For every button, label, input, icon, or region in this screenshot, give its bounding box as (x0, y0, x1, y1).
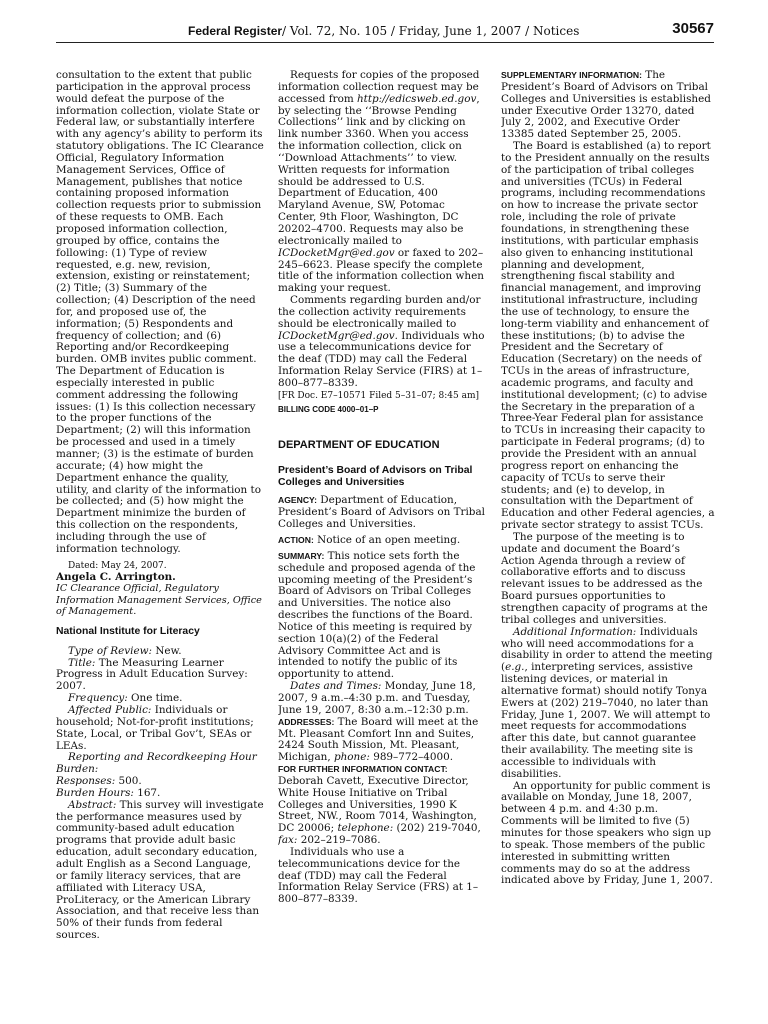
document-title: President’s Board of Advisors on Tribal Colleges and Universities (278, 465, 473, 489)
signer-name: Angela C. Arrington. (56, 570, 176, 583)
responses: Responses: 500. (56, 775, 142, 788)
comments-paragraph: Comments regarding burden and/or the collection activity requirements should be electronically mailed to ICDocketMgr@ed.gov. Individuals who use a telecommunications device for the deaf (TDD) may call the Federal Information Relay Service (FIRS) at 1–800–877–8339. (278, 294, 485, 389)
institute-heading: National Institute for Literacy (56, 625, 200, 637)
running-head (188, 22, 579, 40)
burden-hours: Burden Hours: 167. (56, 786, 161, 799)
action: ACTION: Notice of an open meeting. (278, 534, 461, 546)
billing-code: BILLING CODE 4000–01–P (278, 404, 379, 414)
journal-name: Federal Register (188, 24, 283, 38)
paragraph-public-participation: consultation to the extent that public participation in the approval process would defeat the purpose of the information collection, violate State or Federal law, or substantially interfere with any agency’s ability to perform its statutory obligations. The IC Clearance Official, Regulatory Information Management Services, Office of Management, publishes that notice containing proposed information collection requests prior to submission of these requests to OMB. Each proposed information collection, grouped by office, contains the following: (1) Type of review requested, e.g. new, revision, extension, existing or reinstatement; (2) Title; (3) Summary of the collection; (4) Description of the need for, and proposed use of, the information; (5) Respondents and frequency of collection; and (6) Reporting and/or Recordkeeping burden. OMB invites public comment. The Department of Education is especially interested in public comment addressing the following issues: (1) Is this collection necessary to the proper functions of the Department; (2) will this information be processed and used in a timely manner; (3) is the estimate of burden accurate; (4) how might the Department enhance the quality, utility, and clarity of the information to be collected; and (5) how might the Department minimize the burden of this collection on the respondents, including through the use of information technology. (56, 70, 264, 555)
requests-paragraph: Requests for copies of the proposed information collection request may be accessed from http://edicsweb.ed.gov, by selecting the ‘‘Browse Pending Collections’’ link and by clicking on link number 3360. When you access the information collection, click on ‘‘Download Attachments’’ to view. Written requests for information should be addressed to U.S. Department of Education, 400 Maryland Avenue, SW, Potomac Center, 9th Floor, Washington, DC 20202–4700. Requests may also be electronically mailed to ICDocketMgr@ed.gov or faxed to 202–245–6623. Please specify the complete title of the information collection when making your request. (278, 70, 484, 295)
additional-information: Additional Information: Individuals who will need accommodations for a disability in order to attend the meeting (e.g., interpreting services, assistive listening devices, or material in alternative format) should notify Tonya Ewers at (202) 219–7040, no later than Friday, June 1, 2007. We will attempt to meet requests for accommodations after this date, but cannot guarantee their availability. The meeting site is accessible to individuals with disabilities. (501, 625, 713, 780)
column-1 (56, 70, 264, 1020)
edicsweb-link: http://edicsweb.ed.gov (356, 92, 477, 105)
further-information-contact: FOR FURTHER INFORMATION CONTACT: Deborah Cavett, Executive Director, White House Initiative on Tribal Colleges and Universities, 1990 K Street, NW., Room 7014, Washington, DC 20006; telephone: (202) 219-7040, fax: 202–219–7086. (278, 764, 481, 847)
column-3 (501, 70, 715, 1020)
purpose-paragraph: The purpose of the meeting is to update and document the Board’s Action Agenda through a review of collaborative efforts and to discuss relevant issues to be addressed as the Board pursues opportunities to strengthen capacity of programs at the tribal colleges and universities. (501, 530, 708, 626)
collection-title: Title: The Measuring Learner Progress in Adult Education Survey: 2007. (56, 656, 248, 693)
dated-line: Dated: May 24, 2007. (68, 560, 167, 571)
issue-info: / Vol. 72, No. 105 / Friday, June 1, 2007 / Notices (282, 24, 580, 38)
public-comment-paragraph: An opportunity for public comment is available on Monday, June 18, 2007, between 4 p.m. and 4:30 p.m. Comments will be limited to five (5) minutes for those speakers who sign up to speak. Those members of the public interested in submitting written comments may do so at the address indicated above by Friday, June 1, 2007. (501, 779, 713, 887)
fr-doc-line: [FR Doc. E7–10571 Filed 5–31–07; 8:45 am] (278, 390, 480, 401)
column-2 (278, 70, 486, 1020)
docket-email-2: ICDocketMgr@ed.gov (278, 329, 395, 342)
agency: AGENCY: Department of Education, President’s Board of Advisors on Tribal Colleges and Universities. (278, 494, 485, 531)
department-heading: DEPARTMENT OF EDUCATION (278, 438, 440, 451)
abstract: Abstract: This survey will investigate the performance measures used by community-based adult education programs that provide adult basic education, adult secondary education, adult English as a Second Language, or family literacy services, that are affiliated with Literacy USA, ProLiteracy, or the American Library Association, and that receive less than 50% of their funds from federal sources. (56, 798, 264, 942)
type-of-review: Type of Review: New. (68, 644, 182, 657)
docket-email: ICDocketMgr@ed.gov (278, 246, 395, 259)
supplementary-information: SUPPLEMENTARY INFORMATION: The President’s Board of Advisors on Tribal Colleges and Universities is established under Executive Order 13270, dated July 2, 2002, and Executive Order 13385 dated September 25, 2005. (501, 70, 711, 141)
summary: SUMMARY: This notice sets forth the schedule and proposed agenda of the upcoming meeting of the President’s Board of Advisors on Tribal Colleges and Universities. The notice also describes the functions of the Board. Notice of this meeting is required by section 10(a)(2) of the Federal Advisory Committee Act and is intended to notify the public of its opportunity to attend. (278, 549, 476, 681)
board-functions-paragraph: The Board is established (a) to report to the President annually on the results of the participation of tribal colleges and universities (TCUs) in Federal programs, including recommendations on how to increase the private sector role, including the role of private foundations, in strengthening these institutions, with particular emphasis also given to enhancing institutional planning and development, strengthening fiscal stability and financial management, and improving institutional infrastructure, including the use of technology, to ensure the long-term viability and enhancement of these institutions; (b) to advise the President and the Secretary of Education (Secretary) on the needs of TCUs in the areas of infrastructure, academic programs, and faculty and institutional development; (c) to advise the Secretary in the preparation of a Three-Year Federal plan for assistance to TCUs in increasing their capacity to participate in Federal programs; (d) to provide the President with an annual progress report on enhancing the capacity of TCUs to serve their students; and (e) to develop, in consultation with the Department of Education and other Federal agencies, a private sector strategy to assist TCUs. (501, 140, 715, 532)
tdd-paragraph: Individuals who use a telecommunications device for the deaf (TDD) may call the Federal Information Relay Service (FRS) at 1–800–877–8339. (278, 845, 479, 906)
dates-and-times: Dates and Times: Monday, June 18, 2007, 9 a.m.–4:30 p.m. and Tuesday, June 19, 2007, 8:30 a.m.–12:30 p.m. (278, 680, 476, 716)
page-number: 30567 (672, 20, 714, 37)
frequency: Frequency: One time. (68, 692, 183, 705)
page-header (56, 20, 714, 43)
affected-public: Affected Public: Individuals or household; Not-for-profit institutions; State, Local, or Tribal Gov’t, SEAs or LEAs. (56, 704, 254, 752)
burden-heading: Reporting and Recordkeeping Hour Burden: (56, 751, 257, 776)
signer-title: IC Clearance Official, Regulatory Information Management Services, Office of Management. (56, 583, 262, 618)
addresses: ADDRESSES: The Board will meet at the Mt. Pleasant Comfort Inn and Suites, 2424 South Mission, Mt. Pleasant, Michigan, phone: 989–772–4000. (278, 715, 479, 764)
